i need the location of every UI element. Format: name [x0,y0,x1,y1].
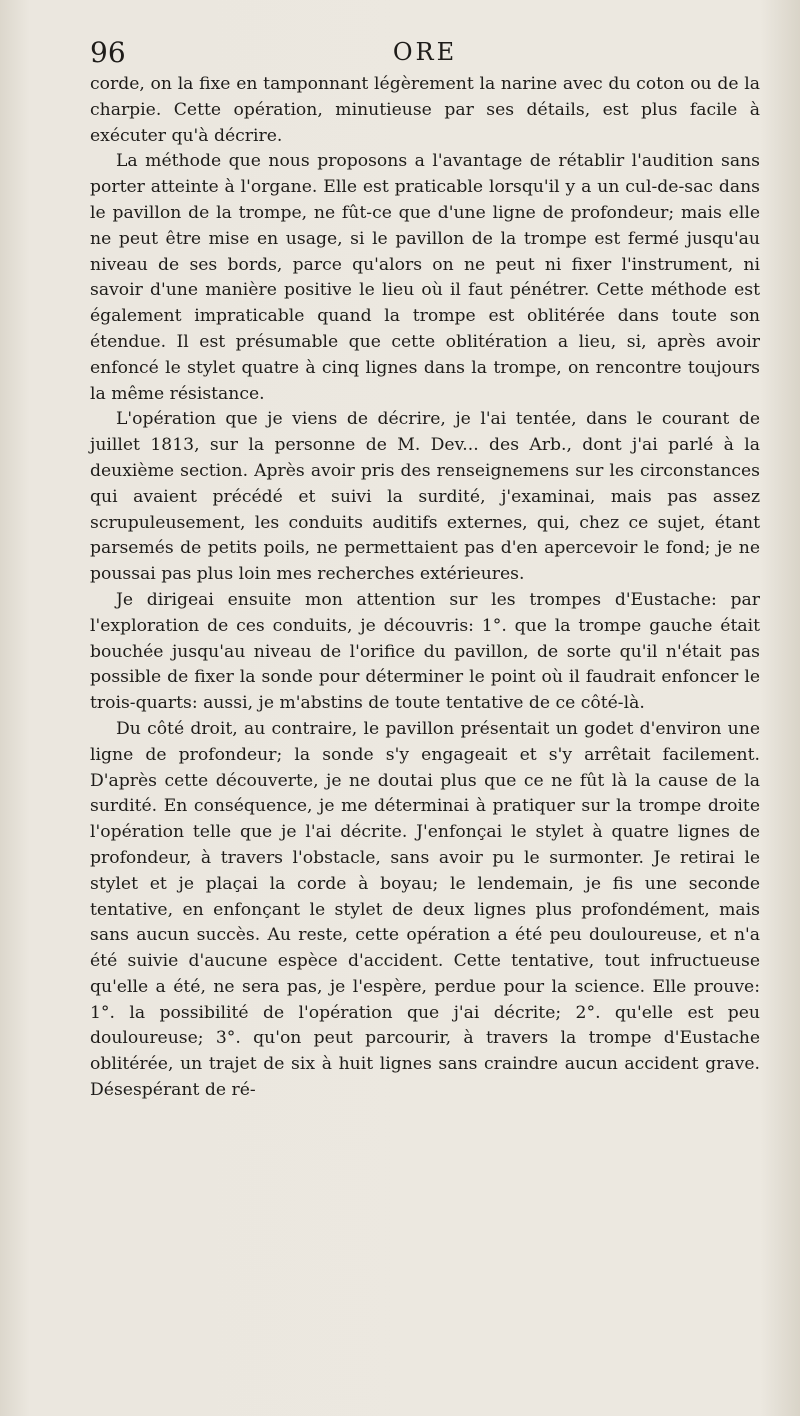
page-header [90,36,760,72]
paragraph-1: corde, on la fixe en tamponnant légèrement la narine avec du coton ou de la charpie. Cette opération, minutieuse par ses détails, est plus facile à exécuter qu'à décrire. [90,74,760,146]
page-number: 96 [90,36,126,69]
paragraph-4: Je dirigeai ensuite mon attention sur les trompes d'Eustache: par l'exploration de ces conduits, je découvris: 1°. que la trompe gauche était bouchée jusqu'au niveau de l'orifice du pavillon, de sorte qu'il n'était pas possible de fixer la sonde pour déterminer le point où il faudrait enfoncer le trois-quarts: aussi, je m'abstins de toute tentative de ce côté-là. [90,589,760,714]
paragraph-2: La méthode que nous proposons a l'avantage de rétablir l'audition sans porter atteinte à l'organe. Elle est praticable lorsqu'il y a un cul-de-sac dans le pavillon de la trompe, ne fût-ce que d'une ligne de profondeur; mais elle ne peut être mise en usage, si le pavillon de la trompe est fermé jusqu'au niveau de ses bords, parce qu'alors on ne peut ni fixer l'instrument, ni savoir d'une manière positive le lieu où il faut pénétrer. Cette méthode est également impraticable quand la trompe est oblitérée dans toute son étendue. Il est présumable que cette oblitération a lieu, si, après avoir enfoncé le stylet quatre à cinq lignes dans la trompe, on rencontre toujours la même résistance. [90,151,760,404]
body-text [90,72,760,1104]
running-head: ORE [392,38,458,66]
paragraph-3: L'opération que je viens de décrire, je l'ai tentée, dans le courant de juillet 1813, sur la personne de M. Dev... des Arb., dont j'ai parlé à la deuxième section. Après avoir pris des renseignemens sur les circonstances qui avaient précédé et suivi la surdité, j'examinai, mais pas assez scrupuleusement, les conduits auditifs externes, qui, chez ce sujet, étant parsemés de petits poils, ne permettaient pas d'en apercevoir le fond; je ne poussai pas plus loin mes recherches extérieures. [90,409,760,585]
paragraph-5: Du côté droit, au contraire, le pavillon présentait un godet d'environ une ligne de profondeur; la sonde s'y engageait et s'y arrêtait facilement. D'après cette découverte, je ne doutai plus que ce ne fût là la cause de la surdité. En conséquence, je me déterminai à pratiquer sur la trompe droite l'opération telle que je l'ai décrite. J'enfonçai le stylet à quatre lignes de profondeur, à travers l'obstacle, sans avoir pu le surmonter. Je retirai le stylet et je plaçai la corde à boyau; le lendemain, je fis une seconde tentative, en enfonçant le stylet de deux lignes plus profondément, mais sans aucun succès. Au reste, cette opération a été peu douloureuse, et n'a été suivie d'aucune espèce d'accident. Cette tentative, tout infructueuse qu'elle a été, ne sera pas, je l'espère, perdue pour la science. Elle prouve: 1°. la possibilité de l'opération que j'ai décrite; 2°. qu'elle est peu douloureuse; 3°. qu'on peut parcourir, à travers la trompe d'Eustache oblitérée, un trajet de six à huit lignes sans craindre aucun accident grave. Désespérant de ré- [90,718,760,1101]
